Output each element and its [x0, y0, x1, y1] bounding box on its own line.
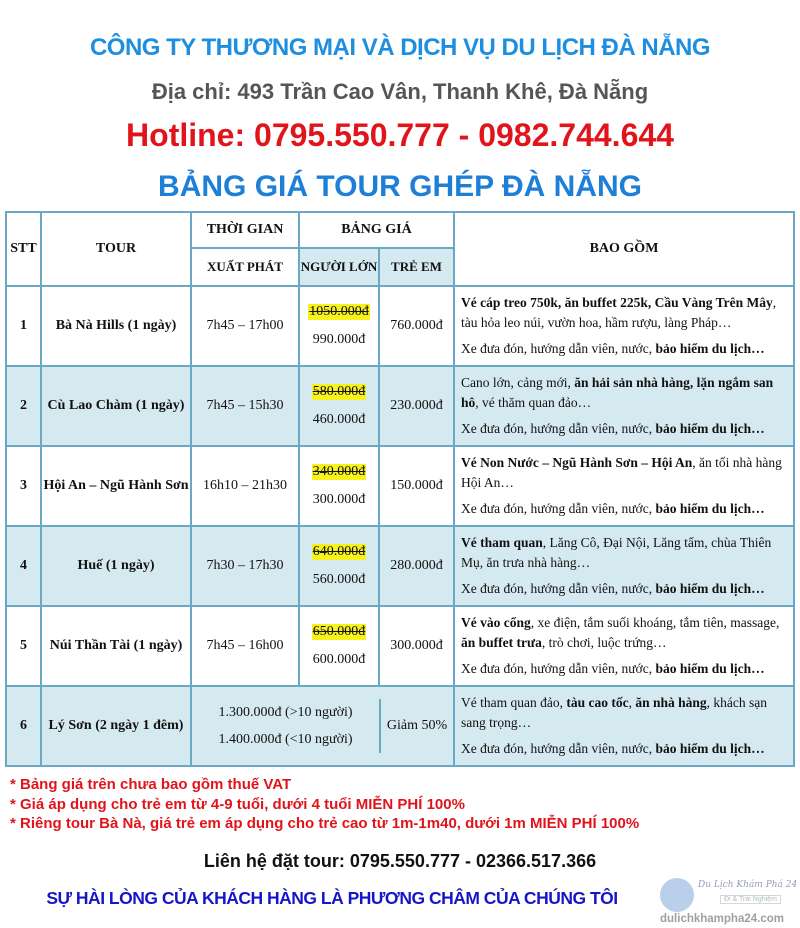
table-row [6, 446, 794, 526]
desc-part: Cano lớn, cảng mới, [461, 375, 575, 390]
includes-cell [454, 686, 794, 766]
note: * Bảng giá trên chưa bao gồm thuế VAT [10, 776, 292, 793]
price-cell [191, 686, 454, 766]
child-price: 150.000đ [379, 446, 454, 526]
address: Địa chỉ: 493 Trần Cao Vân, Thanh Khê, Đà Nẵng [151, 79, 649, 104]
desc-part: , khách sạn sang trọng… [461, 695, 767, 730]
header-includes: BAO GỒM [454, 212, 794, 286]
tour-name: Hội An – Ngũ Hành Sơn [41, 446, 191, 526]
adult-price [299, 606, 379, 686]
includes-cell [454, 366, 794, 446]
hotline: Hotline: 0795.550.777 - 0982.744.644 [126, 117, 674, 153]
note: * Giá áp dụng cho trẻ em từ 4-9 tuổi, dưới 4 tuổi MIỄN PHÍ 100% [10, 795, 465, 813]
header-tour: TOUR [41, 212, 191, 286]
desc-part: , trò chơi, luộc trứng… [541, 635, 667, 650]
tour-name: Huế (1 ngày) [41, 526, 191, 606]
stt-cell: 2 [6, 366, 41, 446]
insurance-text: bảo hiểm du lịch… [655, 661, 765, 676]
header-adult: NGƯỜI LỚN [299, 248, 379, 286]
new-price: 600.000đ [312, 652, 366, 667]
header-departure: XUẤT PHÁT [191, 248, 299, 286]
table-row [6, 286, 794, 366]
child-price: Giảm 50% [380, 699, 453, 753]
climber-icon [660, 878, 694, 912]
desc-part: , Lăng Cô, Đại Nội, Lăng tẩm, chùa Thiên Mụ, ăn trưa nhà hàng… [461, 535, 772, 570]
desc-part: Vé cáp treo 750k, ăn buffet 225k, Cầu Vàng Trên Mây [461, 295, 773, 310]
desc-part: , vé thăm quan đảo… [475, 395, 592, 410]
footer [0, 878, 800, 928]
includes-text: Xe đưa đón, hướng dẫn viên, nước, [461, 421, 656, 436]
desc-part: , ăn tối nhà hàng Hội An… [461, 455, 782, 490]
table-row [6, 366, 794, 446]
includes-text: Xe đưa đón, hướng dẫn viên, nước, [461, 581, 656, 596]
contact-line: Liên hệ đặt tour: 0795.550.777 - 02366.517.366 [203, 850, 597, 871]
tour-name: Lý Sơn (2 ngày 1 đêm) [41, 686, 191, 766]
child-price: 300.000đ [379, 606, 454, 686]
desc-part: tàu cao tốc [566, 695, 629, 710]
includes-cell [454, 606, 794, 686]
includes-cell [454, 526, 794, 606]
old-price: 340.000đ [312, 464, 366, 479]
adult-price [299, 366, 379, 446]
note: * Riêng tour Bà Nà, giá trẻ em áp dụng cho trẻ cao từ 1m-1m40, dưới 1m MIỄN PHÍ 100% [10, 815, 640, 832]
new-price: 300.000đ [312, 492, 366, 507]
table-row [6, 686, 794, 766]
departure-time: 7h30 – 17h30 [191, 526, 299, 606]
price-table [5, 211, 795, 767]
content [0, 211, 800, 928]
desc-part: Vé tham quan đảo, [461, 695, 567, 710]
stt-cell: 5 [6, 606, 41, 686]
old-price: 1050.000đ [309, 304, 369, 319]
includes-cell [454, 286, 794, 366]
departure-time: 7h45 – 15h30 [191, 366, 299, 446]
stt-cell: 1 [6, 286, 41, 366]
desc-part: , tàu hỏa leo núi, vườn hoa, hầm rượu, làng Pháp… [461, 295, 777, 330]
price-table-title: BẢNG GIÁ TOUR GHÉP ĐÀ NẴNG [158, 170, 642, 203]
new-price: 560.000đ [312, 572, 366, 587]
departure-time: 7h45 – 16h00 [191, 606, 299, 686]
desc-part: ăn nhà hàng [635, 695, 707, 710]
watermark-url: dulichkhampha24.com [660, 912, 784, 925]
departure-time: 7h45 – 17h00 [191, 286, 299, 366]
includes-text: Xe đưa đón, hướng dẫn viên, nước, [461, 741, 656, 756]
insurance-text: bảo hiểm du lịch… [655, 581, 765, 596]
stt-cell: 4 [6, 526, 41, 606]
notes [10, 775, 800, 834]
watermark-logo [660, 878, 798, 928]
departure-time: 16h10 – 21h30 [191, 446, 299, 526]
watermark-name: Du Lịch Khám Phá 24 [698, 879, 798, 890]
stt-cell: 3 [6, 446, 41, 526]
insurance-text: bảo hiểm du lịch… [655, 741, 765, 756]
tour-name: Núi Thần Tài (1 ngày) [41, 606, 191, 686]
new-price: 460.000đ [312, 412, 366, 427]
desc-part: Vé tham quan [461, 535, 543, 550]
header-price: BẢNG GIÁ [299, 212, 454, 248]
tour-name: Bà Nà Hills (1 ngày) [41, 286, 191, 366]
insurance-text: bảo hiểm du lịch… [655, 501, 765, 516]
new-price: 990.000đ [312, 332, 366, 347]
adult-price [299, 446, 379, 526]
desc-part: ăn buffet trưa [461, 635, 542, 650]
old-price: 650.000đ [312, 624, 366, 639]
old-price: 640.000đ [312, 544, 366, 559]
old-price: 580.000đ [312, 384, 366, 399]
includes-text: Xe đưa đón, hướng dẫn viên, nước, [461, 661, 656, 676]
child-price: 230.000đ [379, 366, 454, 446]
includes-cell [454, 446, 794, 526]
desc-part: , xe điện, tắm suối khoáng, tắm tiên, massage, [530, 615, 780, 630]
header-time: THỜI GIAN [191, 212, 299, 248]
insurance-text: bảo hiểm du lịch… [655, 341, 765, 356]
header-stt: STT [6, 212, 41, 286]
includes-text: Xe đưa đón, hướng dẫn viên, nước, [461, 341, 656, 356]
price-options [192, 699, 380, 753]
header-child: TRẺ EM [379, 248, 454, 286]
child-price: 760.000đ [379, 286, 454, 366]
adult-price [299, 526, 379, 606]
desc-part: ăn hải sản nhà hàng, lặn ngắm san hô [461, 375, 774, 410]
price-option: 1.400.000đ (<10 người) [218, 732, 353, 747]
child-price: 280.000đ [379, 526, 454, 606]
watermark-tagline: Đi & Trải Nghiệm [720, 895, 781, 904]
price-option: 1.300.000đ (>10 người) [218, 705, 353, 720]
tour-name: Cù Lao Chàm (1 ngày) [41, 366, 191, 446]
stt-cell: 6 [6, 686, 41, 766]
slogan: SỰ HÀI LÒNG CỦA KHÁCH HÀNG LÀ PHƯƠNG CHÂM CỦA CHÚNG TÔI [46, 887, 618, 908]
insurance-text: bảo hiểm du lịch… [655, 421, 765, 436]
adult-price [299, 286, 379, 366]
includes-text: Xe đưa đón, hướng dẫn viên, nước, [461, 501, 656, 516]
desc-part: Vé vào cổng [461, 615, 531, 630]
desc-part: , [628, 695, 636, 710]
table-row [6, 606, 794, 686]
table-row [6, 526, 794, 606]
desc-part: Vé Non Nước – Ngũ Hành Sơn – Hội An [461, 455, 693, 470]
company-name: CÔNG TY THƯƠNG MẠI VÀ DỊCH VỤ DU LỊCH ĐÀ NẴNG [89, 34, 711, 61]
